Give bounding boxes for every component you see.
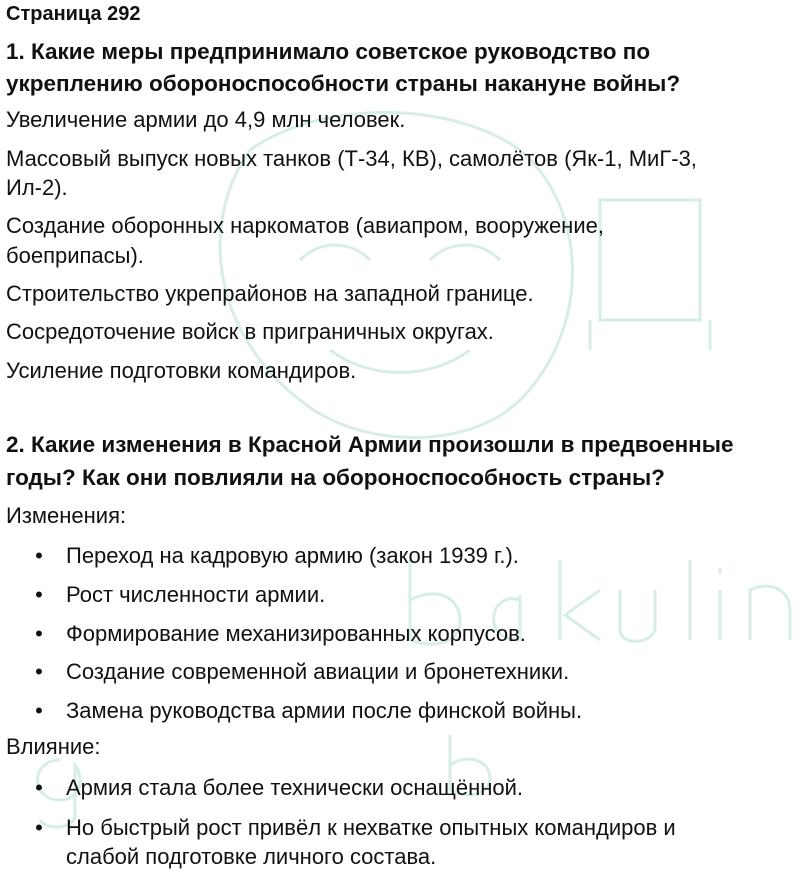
- answer-4-line-1: Строительство укрепрайонов на западной границе.: [6, 281, 534, 306]
- answer-2-line-1: Массовый выпуск новых танков (Т-34, КВ), самолётов (Як-1, МиГ-3,: [6, 146, 697, 171]
- bullet-icon: •: [35, 543, 43, 568]
- question-1-title-line-1: 1. Какие меры предпринимало советское руководство по: [6, 39, 651, 64]
- change-item-2: Рост численности армии.: [66, 582, 326, 607]
- question-1-title-line-2: укреплению обороноспособности страны накануне войны?: [6, 71, 681, 96]
- page-title: Страница 292: [6, 3, 141, 25]
- answer-2-line-2: Ил-2).: [6, 175, 68, 200]
- bullet-icon: •: [35, 621, 43, 646]
- answer-1-line-1: Увеличение армии до 4,9 млн человек.: [6, 107, 406, 132]
- bullet-icon: •: [35, 582, 43, 607]
- answer-3-line-2: боеприпасы).: [6, 243, 144, 268]
- bullet-icon: •: [35, 659, 43, 684]
- change-item-3: Формирование механизированных корпусов.: [66, 621, 526, 646]
- change-item-5: Замена руководства армии после финской войны.: [66, 698, 583, 723]
- impact-item-2-line-1: Но быстрый рост привёл к нехватке опытных командиров и: [66, 815, 676, 840]
- bullet-icon: •: [35, 775, 43, 800]
- change-item-1: Переход на кадровую армию (закон 1939 г.).: [66, 543, 519, 568]
- change-item-4: Создание современной авиации и бронетехники.: [66, 659, 570, 684]
- impact-item-2-line-2: слабой подготовке личного состава.: [66, 844, 437, 869]
- question-2-title-line-1: 2. Какие изменения в Красной Армии произошли в предвоенные: [6, 432, 734, 457]
- bullet-icon: •: [35, 698, 43, 723]
- answer-3-line-1: Создание оборонных наркоматов (авиапром, вооружение,: [6, 213, 604, 238]
- bullet-icon: •: [35, 815, 43, 840]
- impact-item-1: Армия стала более технически оснащённой.: [66, 775, 524, 800]
- answer-5-line-1: Сосредоточение войск в приграничных округах.: [6, 319, 494, 344]
- question-2-title-line-2: годы? Как они повлияли на обороноспособность страны?: [6, 465, 665, 490]
- answer-6-line-1: Усиление подготовки командиров.: [6, 358, 357, 383]
- changes-label: Изменения:: [6, 503, 127, 528]
- impact-label: Влияние:: [6, 734, 101, 759]
